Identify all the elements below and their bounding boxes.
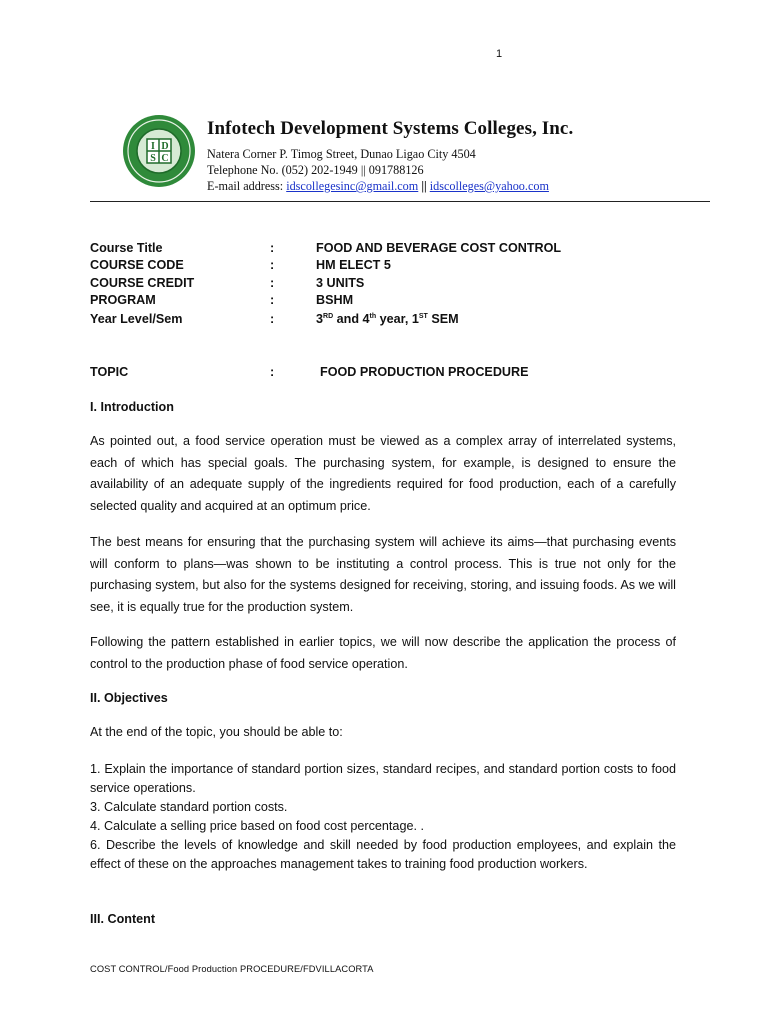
objective-item: 3. Calculate standard portion costs. — [90, 800, 288, 814]
page-footer: COST CONTROL/Food Production PROCEDURE/FDVILLACORTA — [90, 964, 374, 974]
introduction-paragraph: The best means for ensuring that the purchasing system will achieve its aims—that purchasing events will conform to plans—was shown to be instituting a control process. This is true not only for the purchasing system, but also for the systems designed for receiving, storing, and issuing foods. As we will see, it is equally true for the production system. — [90, 535, 676, 614]
svg-text:C: C — [161, 153, 169, 164]
page-number: 1 — [496, 48, 503, 60]
objective-item: 6. Describe the levels of knowledge and skill needed by food production employees, and explain the effect of these on the approaches management takes to training food production workers. — [90, 838, 676, 871]
course-info-label: COURSE CREDIT — [90, 275, 195, 290]
course-info-colon: : — [270, 240, 275, 255]
course-info-label: Course Title — [90, 240, 163, 255]
content-heading: III. Content — [90, 912, 156, 926]
course-info-colon: : — [270, 293, 275, 308]
email-label: E-mail address: — [207, 179, 287, 193]
svg-text:D: D — [161, 141, 169, 152]
course-info-row — [90, 274, 561, 292]
college-seal-logo — [122, 114, 196, 188]
institution-telephone: Telephone No. (052) 202-1949 || 091788126 — [207, 163, 424, 177]
course-info-label: COURSE CODE — [90, 258, 184, 273]
course-info-value: FOOD AND BEVERAGE COST CONTROL — [316, 240, 562, 255]
course-info-row — [90, 239, 561, 257]
introduction-heading: I. Introduction — [90, 400, 174, 414]
course-info-colon: : — [270, 275, 275, 290]
header-divider — [90, 201, 710, 202]
year-level-value: 3RD and 4th year, 1ST SEM — [316, 312, 459, 326]
introduction-paragraph: As pointed out, a food service operation must be viewed as a complex array of interrelated systems, each of which has special goals. The purchasing system, for example, is designed to ensure the availability of an adequate supply of the ingredients required for food production, each of a carefully selected quality and acquired at an optimum price. — [90, 434, 676, 513]
topic-row — [90, 365, 529, 379]
course-info-value: BSHM — [316, 293, 354, 308]
introduction-paragraph: Following the pattern established in earlier topics, we will now describe the application the process of control to the production phase of food service operation. — [90, 635, 676, 671]
institution-email — [207, 178, 573, 194]
course-info-value: 3 UNITS — [316, 275, 365, 290]
institution-name: Infotech Development Systems Colleges, Inc. — [207, 118, 574, 139]
email-separator: || — [418, 179, 430, 193]
topic-value: FOOD PRODUCTION PROCEDURE — [320, 365, 529, 379]
course-info-table — [90, 239, 561, 329]
year-level-row — [90, 309, 561, 329]
course-info-colon: : — [270, 258, 275, 273]
objective-item: 4. Calculate a selling price based on food cost percentage. . — [90, 819, 424, 833]
svg-text:S: S — [150, 153, 156, 164]
objective-item: 1. Explain the importance of standard portion sizes, standard recipes, and standard portion costs to food service operations. — [90, 762, 676, 795]
year-level-label: Year Level/Sem — [90, 312, 183, 326]
email-link-gmail[interactable]: idscollegesinc@gmail.com — [286, 179, 419, 193]
course-info-label: PROGRAM — [90, 293, 156, 308]
topic-colon: : — [270, 365, 275, 379]
email-link-yahoo[interactable]: idscolleges@yahoo.com — [429, 179, 549, 193]
topic-label: TOPIC — [90, 365, 129, 379]
course-info-row — [90, 257, 561, 275]
objectives-list — [90, 760, 676, 874]
institution-address: Natera Corner P. Timog Street, Dunao Ligao City 4504 — [207, 147, 476, 161]
objectives-intro: At the end of the topic, you should be able to: — [90, 725, 343, 739]
course-info-value: HM ELECT 5 — [316, 258, 391, 273]
letterhead — [207, 118, 573, 194]
course-info-colon: : — [270, 312, 275, 326]
course-info-row — [90, 292, 561, 310]
objectives-heading: II. Objectives — [90, 691, 168, 705]
svg-text:I: I — [151, 141, 155, 152]
